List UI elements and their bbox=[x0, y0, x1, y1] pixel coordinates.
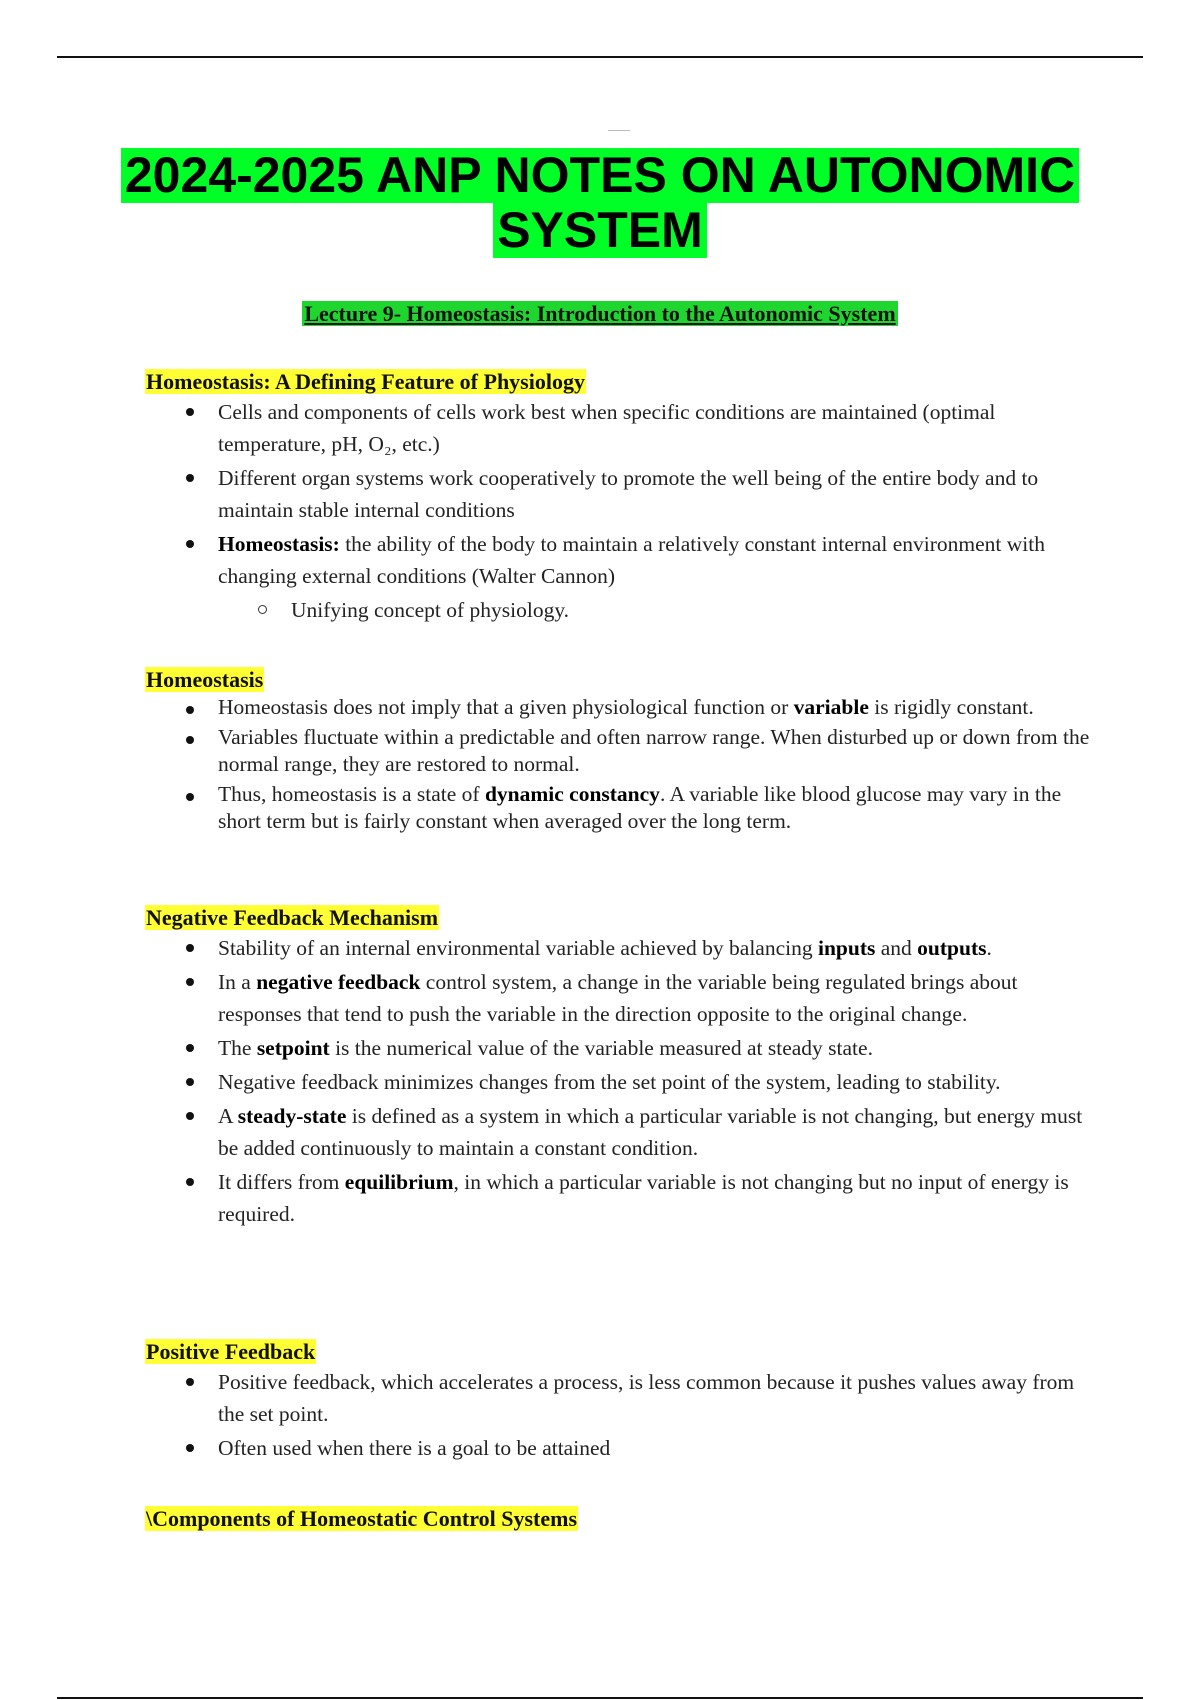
section-heading bbox=[145, 904, 1095, 932]
heading-text: Homeostasis bbox=[146, 667, 264, 692]
title-line-1: 2024-2025 ANP NOTES ON AUTONOMIC bbox=[121, 148, 1079, 203]
section-heading bbox=[145, 1505, 1095, 1533]
list-item: Cells and components of cells work best when specific conditions are maintained (optimal temperature, pH, O₂, etc.) bbox=[145, 396, 1095, 460]
text: A bbox=[218, 1104, 238, 1128]
section-homeostasis-defining bbox=[145, 368, 1095, 628]
text: It differs from bbox=[218, 1170, 345, 1194]
list-item bbox=[145, 1032, 1095, 1064]
list-item bbox=[145, 966, 1095, 1030]
sub-list-item: Unifying concept of physiology. bbox=[145, 594, 1095, 626]
heading-text: Negative Feedback Mechanism bbox=[146, 905, 439, 930]
section-heading bbox=[145, 1338, 1095, 1366]
heading-text: \Components of Homeostatic Control Systems bbox=[146, 1506, 578, 1531]
header-rule bbox=[57, 56, 1143, 58]
term: outputs bbox=[917, 936, 987, 960]
term: inputs bbox=[818, 936, 876, 960]
title-line-2: SYSTEM bbox=[493, 203, 707, 258]
term: dynamic constancy bbox=[484, 782, 660, 806]
section-components bbox=[145, 1505, 1095, 1533]
text: The bbox=[218, 1036, 257, 1060]
term: equilibrium bbox=[344, 1170, 454, 1194]
heading-text: Homeostasis: A Defining Feature of Physiology bbox=[146, 369, 585, 394]
text: Homeostasis does not imply that a given physiological function or bbox=[218, 695, 794, 719]
list-item: Often used when there is a goal to be attained bbox=[145, 1432, 1095, 1464]
bullet-list bbox=[145, 1366, 1095, 1464]
section-heading bbox=[145, 666, 1095, 694]
section-heading bbox=[145, 368, 1095, 396]
lecture-title: Lecture 9- Homeostasis: Introduction to the Autonomic System bbox=[304, 301, 896, 326]
definition: the ability of the body to maintain a relatively constant internal environment with changing external conditions (Walter Cannon) bbox=[218, 532, 1045, 588]
text: . bbox=[986, 936, 992, 960]
section-homeostasis bbox=[145, 666, 1095, 838]
bullet-list bbox=[145, 932, 1095, 1230]
list-item bbox=[145, 1100, 1095, 1164]
header-mark bbox=[608, 130, 630, 131]
list-item bbox=[145, 781, 1095, 835]
list-item bbox=[145, 694, 1095, 721]
list-item: Different organ systems work cooperatively to promote the well being of the entire body and to maintain stable internal conditions bbox=[145, 462, 1095, 526]
text: Stability of an internal environmental variable achieved by balancing bbox=[218, 936, 818, 960]
list-item: Negative feedback minimizes changes from the set point of the system, leading to stability. bbox=[145, 1066, 1095, 1098]
term: Homeostasis: bbox=[218, 532, 340, 556]
text: is the numerical value of the variable measured at steady state. bbox=[329, 1036, 873, 1060]
text: control system, a change in the variable being regulated brings about responses that tend to push the variable in the direction opposite to the original change. bbox=[218, 970, 1018, 1026]
heading-text: Positive Feedback bbox=[146, 1339, 316, 1364]
term: variable bbox=[793, 695, 869, 719]
text: is rigidly constant. bbox=[868, 695, 1034, 719]
term: setpoint bbox=[256, 1036, 330, 1060]
bullet-list bbox=[145, 694, 1095, 835]
text: is defined as a system in which a particular variable is not changing, but energy must be added continuously to maintain a constant condition. bbox=[218, 1104, 1083, 1160]
list-item bbox=[145, 528, 1095, 592]
text: Thus, homeostasis is a state of bbox=[218, 782, 485, 806]
text: and bbox=[875, 936, 918, 960]
text: . A variable like blood glucose may vary in the short term but is fairly constant when averaged over the long term. bbox=[218, 782, 1062, 833]
document-title bbox=[0, 148, 1200, 258]
list-item: Variables fluctuate within a predictable and often narrow range. When disturbed up or down from the normal range, they are restored to normal. bbox=[145, 724, 1095, 778]
lecture-subtitle bbox=[0, 300, 1200, 328]
text: In a bbox=[218, 970, 257, 994]
text: , in which a particular variable is not changing but no input of energy is required. bbox=[218, 1170, 1069, 1226]
list-item bbox=[145, 932, 1095, 964]
term: negative feedback bbox=[256, 970, 421, 994]
section-negative-feedback bbox=[145, 904, 1095, 1232]
section-positive-feedback bbox=[145, 1338, 1095, 1466]
list-item: Positive feedback, which accelerates a process, is less common because it pushes values away from the set point. bbox=[145, 1366, 1095, 1430]
footer-rule bbox=[57, 1697, 1143, 1699]
bullet-list bbox=[145, 396, 1095, 626]
term: steady-state bbox=[237, 1104, 347, 1128]
list-item bbox=[145, 1166, 1095, 1230]
